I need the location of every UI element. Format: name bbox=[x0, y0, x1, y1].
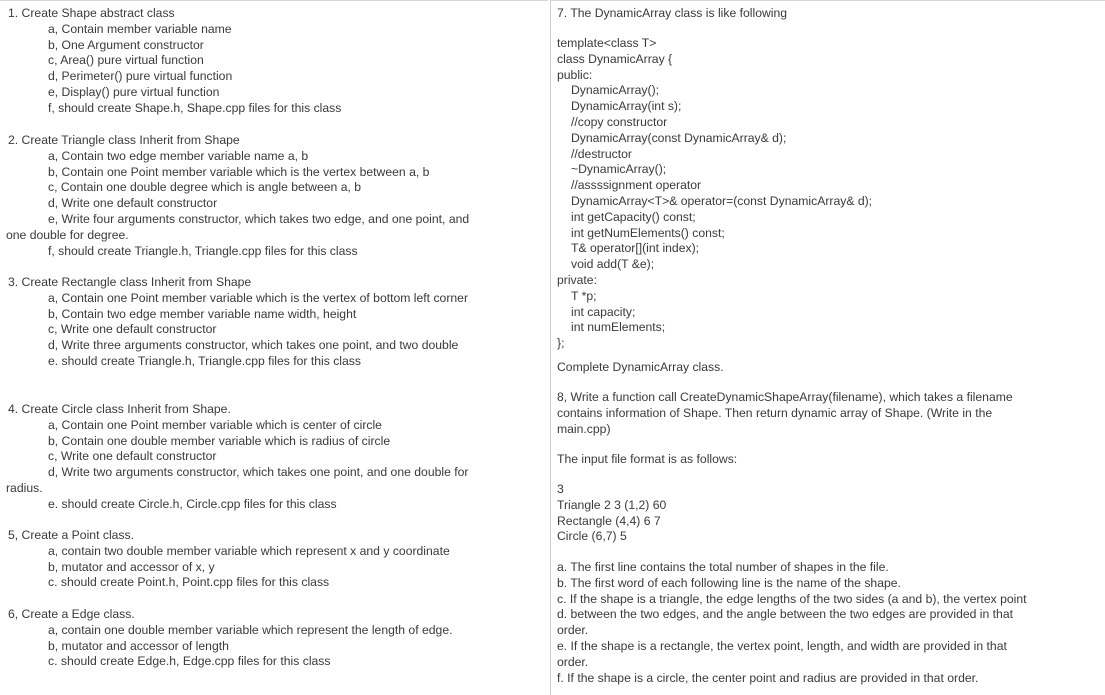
section-circle bbox=[8, 402, 468, 513]
list-item: c, Write one default constructor bbox=[48, 322, 217, 337]
list-item: d, Write three arguments constructor, which takes one point, and two double bbox=[48, 338, 459, 353]
section-title: 4. Create Circle class Inherit from Shape. bbox=[8, 402, 231, 416]
code-line: template<class T> bbox=[557, 36, 657, 50]
paragraph-line: main.cpp) bbox=[557, 421, 611, 436]
code-line: class DynamicArray { bbox=[557, 51, 673, 66]
note-line: a. The first line contains the total number of shapes in the file. bbox=[557, 560, 889, 574]
code-line: int getCapacity() const; bbox=[571, 209, 696, 224]
code-line: void add(T &e); bbox=[571, 257, 655, 272]
paragraph-line: 8, Write a function call CreateDynamicShapeArray(filename), which takes a filename bbox=[557, 390, 1013, 404]
list-item: b, Contain one double member variable which is radius of circle bbox=[48, 433, 391, 448]
list-item: d, Perimeter() pure virtual function bbox=[48, 69, 233, 84]
list-item: a, Contain member variable name bbox=[48, 21, 232, 36]
list-item-continuation: radius. bbox=[6, 480, 43, 495]
section-title: 3. Create Rectangle class Inherit from Shape bbox=[8, 275, 252, 289]
list-item: c, Area() pure virtual function bbox=[48, 53, 204, 68]
note-line: d. between the two edges, and the angle between the two edges are provided in that bbox=[557, 607, 1014, 622]
section-rectangle bbox=[8, 275, 468, 370]
code-line: T *p; bbox=[571, 288, 597, 303]
code-line: T& operator[](int index); bbox=[571, 241, 700, 256]
code-line: //assssignment operator bbox=[571, 178, 702, 193]
list-item: c, Contain one double degree which is angle between a, b bbox=[48, 180, 362, 195]
paragraph-line: contains information of Shape. Then return dynamic array of Shape. (Write in the bbox=[557, 405, 993, 420]
note-line: b. The first word of each following line is the name of the shape. bbox=[557, 575, 901, 590]
section-title: 2. Create Triangle class Inherit from Shape bbox=[8, 133, 240, 147]
sample-line: Circle (6,7) 5 bbox=[557, 529, 627, 544]
code-block bbox=[557, 36, 872, 352]
code-line: }; bbox=[557, 336, 565, 351]
list-item: b, Contain two edge member variable name width, height bbox=[48, 306, 357, 321]
list-item: b, mutator and accessor of x, y bbox=[48, 559, 215, 574]
section-title: 1. Create Shape abstract class bbox=[8, 6, 175, 20]
note-line: order. bbox=[557, 623, 589, 638]
sample-line: 3 bbox=[557, 482, 564, 496]
question-8 bbox=[557, 390, 1013, 437]
list-item: b, mutator and accessor of length bbox=[48, 638, 229, 653]
format-intro: The input file format is as follows: bbox=[557, 452, 738, 466]
code-line: DynamicArray(); bbox=[571, 83, 660, 98]
list-item: a, Contain one Point member variable which is center of circle bbox=[48, 417, 382, 432]
code-line: private: bbox=[557, 272, 597, 287]
list-item: d, Write two arguments constructor, which takes one point, and one double for bbox=[48, 465, 469, 480]
section-edge bbox=[8, 607, 452, 670]
code-line: //copy constructor bbox=[571, 114, 668, 129]
list-item: a, contain two double member variable which represent x and y coordinate bbox=[48, 543, 450, 558]
section-title: 5, Create a Point class. bbox=[8, 528, 134, 542]
left-document-panel bbox=[0, 0, 548, 695]
note-line: order. bbox=[557, 654, 589, 669]
section-heading-dynamic-array: 7. The DynamicArray class is like following bbox=[557, 6, 788, 20]
list-item: b, Contain one Point member variable which is the vertex between a, b bbox=[48, 164, 430, 179]
note-line: c. If the shape is a triangle, the edge lengths of the two sides (a and b), the vertex point bbox=[557, 591, 1027, 606]
code-line: int getNumElements() const; bbox=[571, 225, 725, 240]
list-item-continuation: one double for degree. bbox=[6, 227, 129, 242]
section-shape bbox=[8, 6, 341, 117]
list-item: f, should create Triangle.h, Triangle.cpp files for this class bbox=[48, 243, 358, 258]
list-item: f, should create Shape.h, Shape.cpp files for this class bbox=[48, 100, 342, 115]
section-point bbox=[8, 528, 450, 591]
code-line: ~DynamicArray(); bbox=[571, 162, 667, 177]
note-line: e. If the shape is a rectangle, the vertex point, length, and width are provided in that bbox=[557, 638, 1007, 653]
code-line: public: bbox=[557, 67, 593, 82]
format-notes bbox=[557, 560, 1027, 686]
note-line: f. If the shape is a circle, the center point and radius are provided in that order. bbox=[557, 670, 979, 685]
sample-line: Triangle 2 3 (1,2) 60 bbox=[557, 497, 667, 512]
sample-line: Rectangle (4,4) 6 7 bbox=[557, 513, 661, 528]
code-line: DynamicArray(const DynamicArray& d); bbox=[571, 130, 787, 145]
code-line: int numElements; bbox=[571, 320, 666, 335]
code-line: int capacity; bbox=[571, 304, 636, 319]
code-line: DynamicArray<T>& operator=(const DynamicArray& d); bbox=[571, 193, 873, 208]
code-line: DynamicArray(int s); bbox=[571, 99, 682, 114]
section-triangle bbox=[8, 133, 469, 259]
list-item: c. should create Edge.h, Edge.cpp files for this class bbox=[48, 654, 331, 669]
list-item: c. should create Point.h, Point.cpp files for this class bbox=[48, 575, 330, 590]
list-item: c, Write one default constructor bbox=[48, 449, 217, 464]
list-item: e, Display() pure virtual function bbox=[48, 84, 220, 99]
section-title: 6, Create a Edge class. bbox=[8, 607, 135, 621]
list-item: b, One Argument constructor bbox=[48, 37, 204, 52]
list-item: e. should create Triangle.h, Triangle.cpp files for this class bbox=[48, 353, 361, 368]
right-document-panel bbox=[550, 0, 1105, 695]
list-item: a, Contain two edge member variable name a, b bbox=[48, 148, 309, 163]
list-item: a, Contain one Point member variable which is the vertex of bottom left corner bbox=[48, 290, 468, 305]
code-line: //destructor bbox=[571, 146, 632, 161]
list-item: a, contain one double member variable which represent the length of edge. bbox=[48, 622, 453, 637]
sample-input bbox=[557, 482, 666, 545]
complete-instruction: Complete DynamicArray class. bbox=[557, 360, 724, 374]
list-item: d, Write one default constructor bbox=[48, 196, 218, 211]
list-item: e, Write four arguments constructor, which takes two edge, and one point, and bbox=[48, 211, 470, 226]
list-item: e. should create Circle.h, Circle.cpp files for this class bbox=[48, 496, 337, 511]
